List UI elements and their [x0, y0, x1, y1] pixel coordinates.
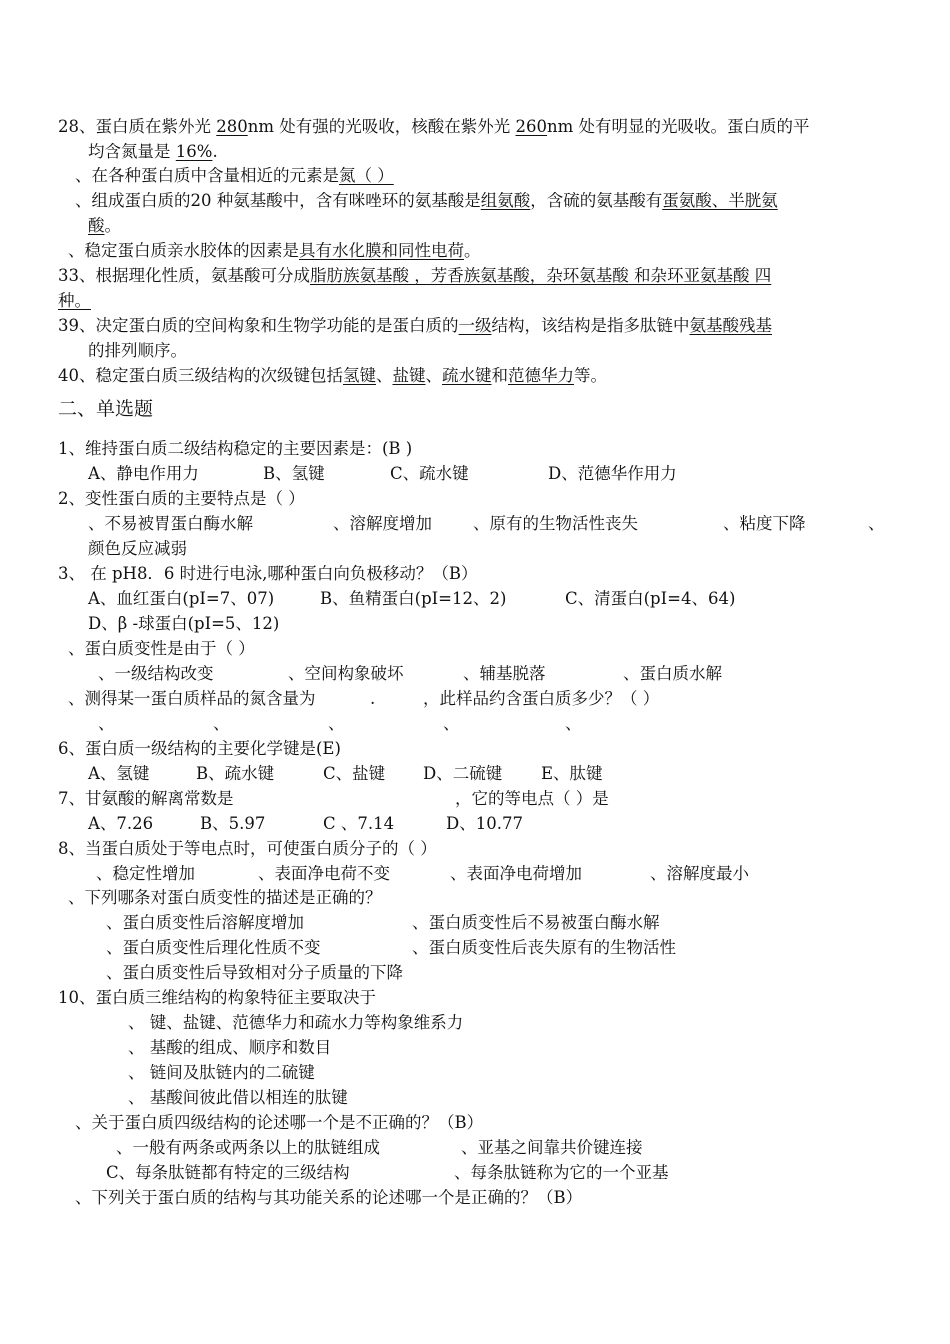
question-33-line-2: 种。: [58, 291, 91, 310]
option-e: E、肽键: [541, 764, 603, 783]
mc-question-11: 、关于蛋白质四级结构的论述哪一个是不正确的？（B）: [75, 1113, 484, 1132]
question-39-line-2: 的排列顺序。: [88, 341, 187, 360]
mc-question-3: 3、 在 pH8．6 时进行电泳,哪种蛋白向负极移动？（B）: [58, 564, 478, 583]
question-28-line-1: 28、蛋白质在紫外光 280nm 处有强的光吸收，核酸在紫外光 260nm 处有明显的光吸收。蛋白质的平: [58, 117, 810, 136]
question-31: 、稳定蛋白质亲水胶体的因素是具有水化膜和同性电荷。: [68, 241, 481, 260]
mc-question-8: 8、当蛋白质处于等电点时，可使蛋白质分子的（ ）: [58, 839, 437, 858]
option-d: 、: [443, 714, 460, 733]
question-30-line-1: 、组成蛋白质的20 种氨基酸中，含有咪唑环的氨基酸是组氨酸，含硫的氨基酸有蛋氨酸、半胱氨: [75, 191, 778, 210]
option-a: 、一级结构改变: [98, 664, 214, 683]
option-a: 、: [98, 714, 115, 733]
option-d: D、范德华作用力: [548, 464, 677, 483]
option-d: 、蛋白质变性后丧失原有的生物活性: [412, 938, 676, 957]
mc-question-2: 2、变性蛋白质的主要特点是（ ）: [58, 489, 305, 508]
document-page: 28、蛋白质在紫外光 280nm 处有强的光吸收，核酸在紫外光 260nm 处有明显的光吸收。蛋白质的平 均含氮量是 16%. 、在各种蛋白质中含量相近的元素是氮（ ） 、组成蛋白质的20 种氨基酸中，含有咪唑环的氨基酸是组氨酸，含硫的氨基酸有蛋氨酸、半胱氨 酸。 、稳定蛋白质亲水胶体的因素是具有水化膜和同性电荷。 33、根据理化性质，氨基酸可分成脂肪族氨基酸 ，芳香族氨基酸，杂环氨基酸 和杂环亚氨基酸 四 种。 39、决定蛋白质的空间构象和生物学功能的是蛋白质的一级结构，该结构是指多肽链中氨基酸残基 的排列顺序。 40、稳定蛋白质三级结构的次级键包括氢键、盐键、疏水键和范德华力等。 二、单选题 1、维持蛋白质二级结构稳定的主要因素是：(B ) A、静电作用力 B、氢键 C、疏水键 D、范德华作用力 2、变性蛋白质的主要特点是（ ） 、不易被胃蛋白酶水解 、溶解度增加 、原有的生物活性丧失 、粘度下降 、 颜色反应减弱 3、 在 pH8．6 时进行电泳,哪种蛋白向负极移动？（B） A、血红蛋白(pI=7、07) B、鱼精蛋白(pI=12、2) C、清蛋白(pI=4、64) D、β -球蛋白(pI=5、12) 、蛋白质变性是由于（ ） 、一级结构改变 、空间构象破坏 、辅基脱落 、蛋白质水解 、测得某一蛋白质样品的氮含量为 . ，此样品约含蛋白质多少？（ ） 、 、 、 、 、 6、蛋白质一级结构的主要化学键是(E) A、氢键 B、疏水键 C、盐键 D、二硫键 E、肽键 7、甘氨酸的解离常数是 ，它的等电点（ ）是 A、7.26 B、5.97 C 、7.14 D、10.77 8、当蛋白质处于等电点时，可使蛋白质分子的（ ） 、稳定性增加 、表面净电荷不变 、表面净电荷增加 、溶解度最小 、下列哪条对蛋白质变性的描述是正确的？ 、蛋白质变性后溶解度增加 、蛋白质变性后不易被蛋白酶水解 、蛋白质变性后理化性质不变 、蛋白质变性后丧失原有的生物活性 、蛋白质变性后导致相对分子质量的下降 10、蛋白质三维结构的构象特征主要取决于 、 键、盐键、范德华力和疏水力等构象维系力 、 基酸的组成、顺序和数目 、 链间及肽链内的二硫键 、 基酸间彼此借以相连的肽键 、关于蛋白质四级结构的论述哪一个是不正确的？（B） 、一般有两条或两条以上的肽链组成 、亚基之间靠共价键连接 C、每条肽链都有特定的三级结构 、每条肽链称为它的一个亚基 、下列关于蛋白质的结构与其功能关系的论述哪一个是正确的？（B）: [0, 0, 950, 1344]
option-c: C、每条肽链都有特定的三级结构: [106, 1163, 350, 1182]
mc-question-10-option-c: 、 链间及肽链内的二硫键: [128, 1063, 315, 1082]
option-b: B、鱼精蛋白(pI=12、2): [320, 589, 507, 608]
option-a: A、氢键: [88, 764, 150, 783]
option-a: 、蛋白质变性后溶解度增加: [106, 913, 304, 932]
mc-question-6: 6、蛋白质一级结构的主要化学键是(E): [58, 739, 341, 758]
option-c: 、蛋白质变性后理化性质不变: [106, 938, 321, 957]
option-b: 、溶解度增加: [333, 514, 432, 533]
option-c: 、: [328, 714, 345, 733]
mc-question-3-option-d: D、β -球蛋白(pI=5、12): [88, 614, 280, 633]
mc-question-4: 、蛋白质变性是由于（ ）: [68, 639, 255, 658]
mc-question-12: 、下列关于蛋白质的结构与其功能关系的论述哪一个是正确的？（B）: [75, 1188, 583, 1207]
option-b: B、5.97: [200, 814, 266, 833]
mc-question-9: 、下列哪条对蛋白质变性的描述是正确的？: [68, 888, 382, 907]
option-a: A、7.26: [88, 814, 154, 833]
question-30-line-2: 酸。: [88, 216, 121, 235]
option-a: 、一般有两条或两条以上的肽链组成: [116, 1138, 380, 1157]
option-d: D、二硫键: [423, 764, 503, 783]
option-b: 、亚基之间靠共价键连接: [461, 1138, 643, 1157]
option-b: 、蛋白质变性后不易被蛋白酶水解: [412, 913, 660, 932]
option-e-marker: 、: [868, 514, 885, 533]
option-c: C 、7.14: [323, 814, 395, 833]
mc-question-9-option-e: 、蛋白质变性后导致相对分子质量的下降: [106, 963, 403, 982]
option-d: 、粘度下降: [723, 514, 806, 533]
option-b: B、疏水键: [196, 764, 275, 783]
mc-question-10-option-b: 、 基酸的组成、顺序和数目: [128, 1038, 332, 1057]
option-d: D、10.77: [446, 814, 523, 833]
option-d: 、每条肽链称为它的一个亚基: [454, 1163, 669, 1182]
option-b: B、氢键: [263, 464, 325, 483]
option-a: 、稳定性增加: [96, 864, 195, 883]
mc-question-1: 1、维持蛋白质二级结构稳定的主要因素是：(B ): [58, 439, 413, 458]
option-a: A、静电作用力: [88, 464, 199, 483]
option-c: 、原有的生物活性丧失: [473, 514, 638, 533]
option-c: C、疏水键: [390, 464, 469, 483]
mc-question-2-option-e: 颜色反应减弱: [88, 539, 187, 558]
option-c: C、盐键: [323, 764, 386, 783]
question-33-line-1: 33、根据理化性质，氨基酸可分成脂肪族氨基酸 ，芳香族氨基酸，杂环氨基酸 和杂环亚氨基酸 四: [58, 266, 772, 285]
mc-question-10: 10、蛋白质三维结构的构象特征主要取决于: [58, 988, 376, 1007]
option-c: 、辅基脱落: [463, 664, 546, 683]
mc-question-10-option-d: 、 基酸间彼此借以相连的肽键: [128, 1088, 348, 1107]
option-a: A、血红蛋白(pI=7、07): [88, 589, 275, 608]
option-c: 、表面净电荷增加: [450, 864, 582, 883]
option-b: 、: [213, 714, 230, 733]
option-b: 、表面净电荷不变: [258, 864, 390, 883]
question-29: 、在各种蛋白质中含量相近的元素是氮（ ）: [75, 166, 394, 185]
option-b: 、空间构象破坏: [288, 664, 404, 683]
section-title: 二、单选题: [58, 398, 154, 420]
option-d: 、溶解度最小: [650, 864, 749, 883]
option-a: 、不易被胃蛋白酶水解: [88, 514, 253, 533]
question-28-line-2: 均含氮量是 16%.: [88, 142, 218, 161]
question-39-line-1: 39、决定蛋白质的空间构象和生物学功能的是蛋白质的一级结构，该结构是指多肽链中氨基酸残基: [58, 316, 772, 335]
mc-question-10-option-a: 、 键、盐键、范德华力和疏水力等构象维系力: [128, 1013, 464, 1032]
question-40: 40、稳定蛋白质三级结构的次级键包括氢键、盐键、疏水键和范德华力等。: [58, 366, 607, 385]
option-c: C、清蛋白(pI=4、64): [565, 589, 736, 608]
option-d: 、蛋白质水解: [623, 664, 722, 683]
option-e: 、: [565, 714, 582, 733]
